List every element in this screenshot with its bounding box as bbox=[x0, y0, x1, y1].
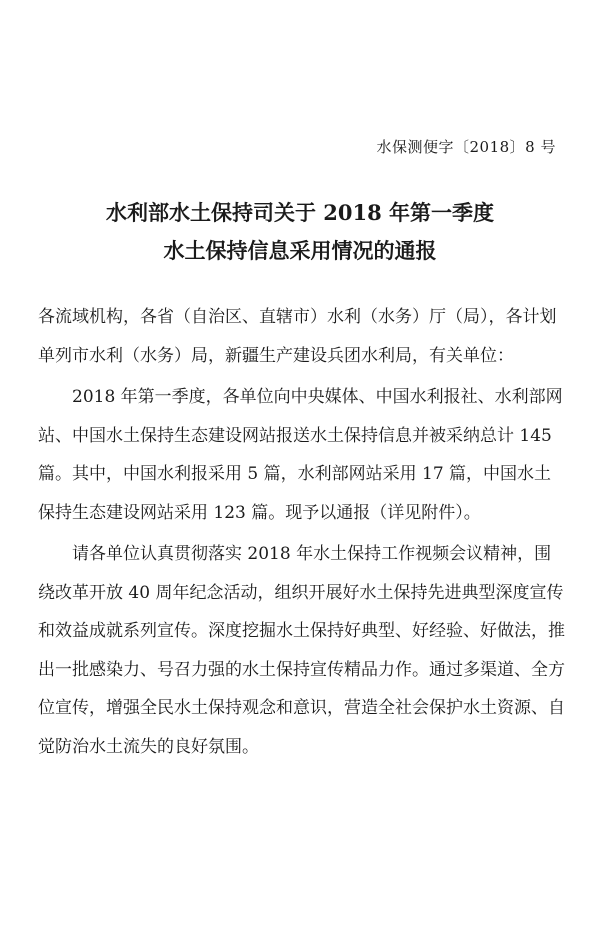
title-line-1: 水利部水土保持司关于 2018 年第一季度 bbox=[105, 200, 495, 225]
addressee-paragraph: 各流域机构，各省（自治区、直辖市）水利（水务）厅（局），各计划单列市水利（水务）局，新疆生产建设兵团水利局，有关单位： bbox=[38, 307, 557, 366]
document-body bbox=[38, 298, 568, 766]
document-number: 水保测便字〔2018〕8 号 bbox=[376, 138, 556, 156]
body-paragraph-2: 请各单位认真贯彻落实 2018 年水土保持工作视频会议精神，围绕改革开放 40 周年纪念活动，组织开展好水土保持先进典型深度宣传和效益成就系列宣传。深度挖掘水土保持好典型、好经验、好做法，推出一批感染力、号召力强的水土保持宣传精品力作。通过多渠道、全方位宣传，增强全民水土保持观念和意识，营造全社会保护水土资源、自觉防治水土流失的良好氛围。 bbox=[38, 544, 565, 757]
title-line-2: 水土保持信息采用情况的通报 bbox=[163, 238, 437, 263]
body-paragraph-1: 2018 年第一季度，各单位向中央媒体、中国水利报社、水利部网站、中国水土保持生态建设网站报送水土保持信息并被采纳总计 145 篇。其中，中国水利报采用 5 篇，水利部网站采用 17 篇，中国水土保持生态建设网站采用 123 篇。现予以通报（详见附件）。 bbox=[38, 387, 563, 523]
document-title bbox=[0, 194, 600, 270]
